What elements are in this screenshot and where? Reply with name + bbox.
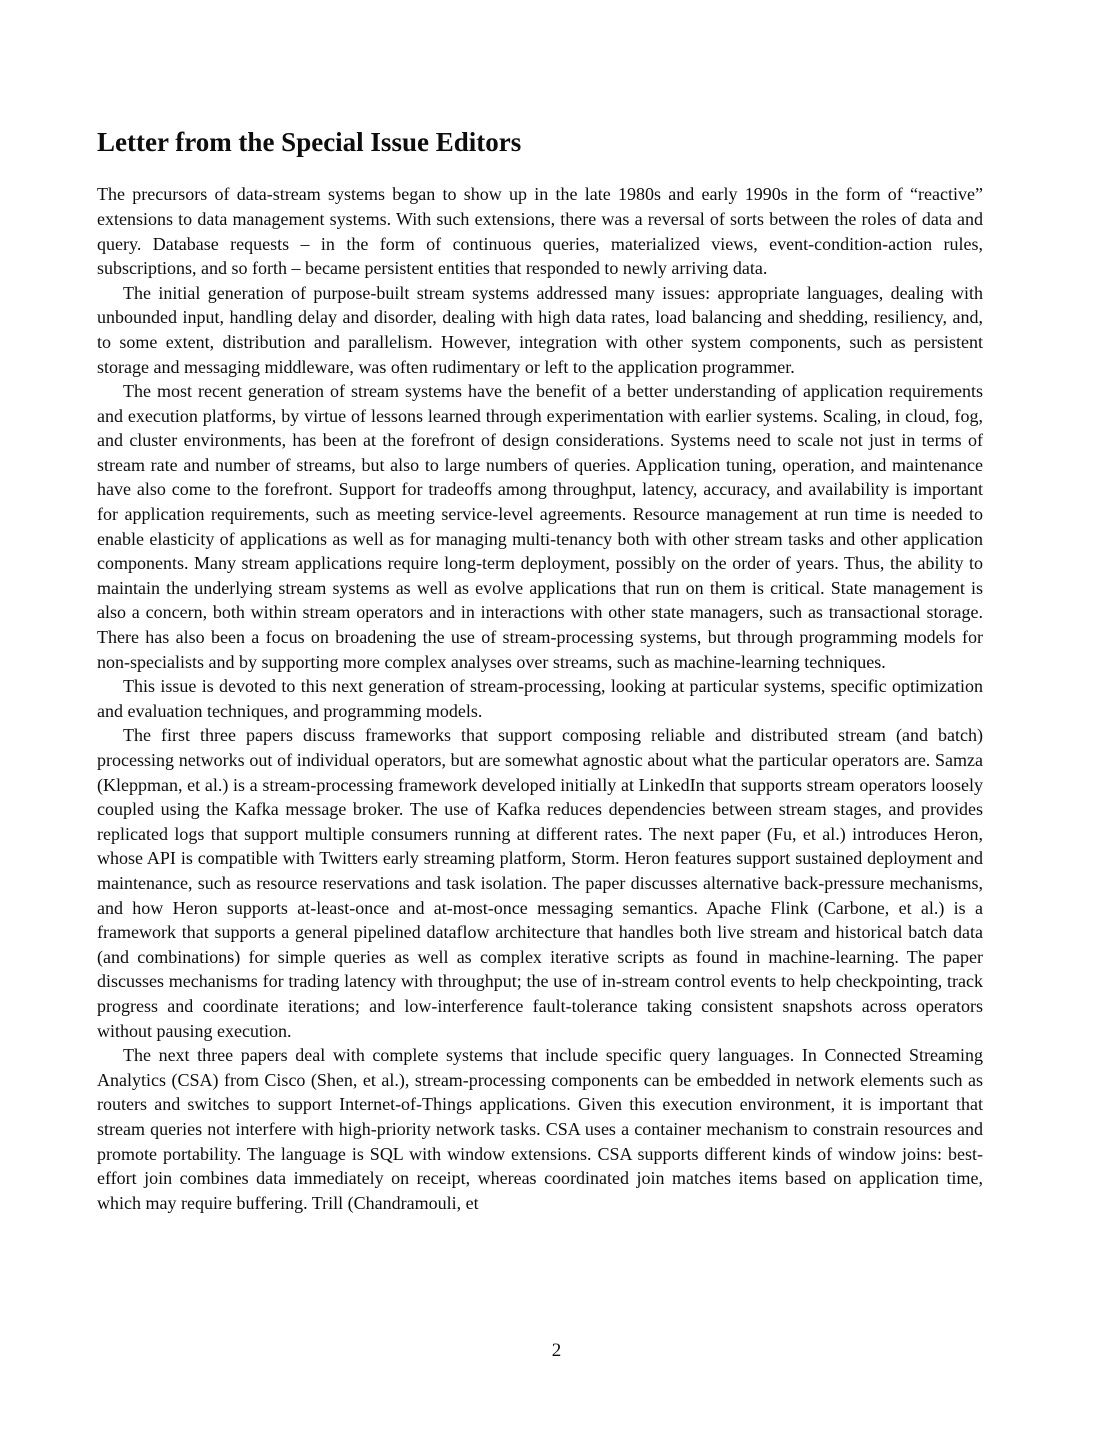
page-title: Letter from the Special Issue Editors — [97, 127, 522, 157]
page-number: 2 — [551, 1340, 562, 1361]
paragraph-issue-devoted: This issue is devoted to this next generation of stream-processing, looking at particular systems, specific optimization and evaluation techniques, and programming models. — [97, 676, 983, 721]
paragraph-first-three-papers: The first three papers discuss frameworks that support composing reliable and distributed stream (and batch) processing networks out of individual operators, but are somewhat agnostic about what the particular operators are. Samza (Kleppman, et al.) is a stream-processing framework developed initially at LinkedIn that supports stream operators loosely coupled using the Kafka message broker. The use of Kafka reduces dependencies between stream stages, and provides replicated logs that support multiple consumers running at different rates. The next paper (Fu, et al.) introduces Heron, whose API is compatible with Twitters early streaming platform, Storm. Heron features support sustained deployment and maintenance, such as resource reservations and task isolation. The paper discusses alternative back-pressure mechanisms, and how Heron supports at-least-once and at-most-once messaging semantics. Apache Flink (Carbone, et al.) is a framework that supports a general pipelined dataflow architecture that handles both live stream and historical batch data (and combinations) for simple queries as well as complex iterative scripts as found in machine-learning. The paper discusses mechanisms for trading latency with throughput; the use of in-stream control events to help checkpointing, track progress and coordinate iterations; and low-interference fault-tolerance taking consistent snapshots across operators without pausing execution. — [97, 725, 983, 1041]
paragraph-next-three-papers: The next three papers deal with complete systems that include specific query languages. In Connected Streaming Analytics (CSA) from Cisco (Shen, et al.), stream-processing components can be embedded in network elements such as routers and switches to support Internet-of-Things applications. Given this execution environment, it is important that stream queries not interfere with high-priority network tasks. CSA uses a container mechanism to constrain resources and promote portability. The language is SQL with window extensions. CSA supports different kinds of window joins: best-effort join combines data immediately on receipt, whereas coordinated join matches items based on application time, which may require buffering. Trill (Chandramouli, et — [97, 1045, 983, 1213]
paragraph-precursors: The precursors of data-stream systems began to show up in the late 1980s and early 1990s in the form of “reactive” extensions to data management systems. With such extensions, there was a reversal of sorts between the roles of data and query. Database requests – in the form of continuous queries, materialized views, event-condition-action rules, subscriptions, and so forth – became persistent entities that responded to newly arriving data. — [97, 184, 983, 279]
paragraph-recent-generation: The most recent generation of stream systems have the benefit of a better understanding of application requirements and execution platforms, by virtue of lessons learned through experimentation with earlier systems. Scaling, in cloud, fog, and cluster environments, has been at the forefront of design considerations. Systems need to scale not just in terms of stream rate and number of streams, but also to large numbers of queries. Application tuning, operation, and maintenance have also come to the forefront. Support for tradeoffs among throughput, latency, accuracy, and availability is important for application requirements, such as meeting service-level agreements. Resource management at run time is needed to enable elasticity of applications as well as for managing multi-tenancy both with other stream tasks and other application components. Many stream applications require long-term deployment, possibly on the order of years. Thus, the ability to maintain the underlying stream systems as well as evolve applications that run on them is critical. State management is also a concern, both within stream operators and in interactions with other state managers, such as transactional storage. There has also been a focus on broadening the use of stream-processing systems, but through programming models for non-specialists and by supporting more complex analyses over streams, such as machine-learning techniques. — [97, 381, 983, 672]
paragraph-initial-generation: The initial generation of purpose-built stream systems addressed many issues: appropriate languages, dealing with unbounded input, handling delay and disorder, dealing with high data rates, load balancing and shedding, resiliency, and, to some extent, distribution and parallelism. However, integration with other system components, such as persistent storage and messaging middleware, was often rudimentary or left to the application programmer. — [97, 282, 983, 377]
letter-body — [97, 128, 983, 1215]
